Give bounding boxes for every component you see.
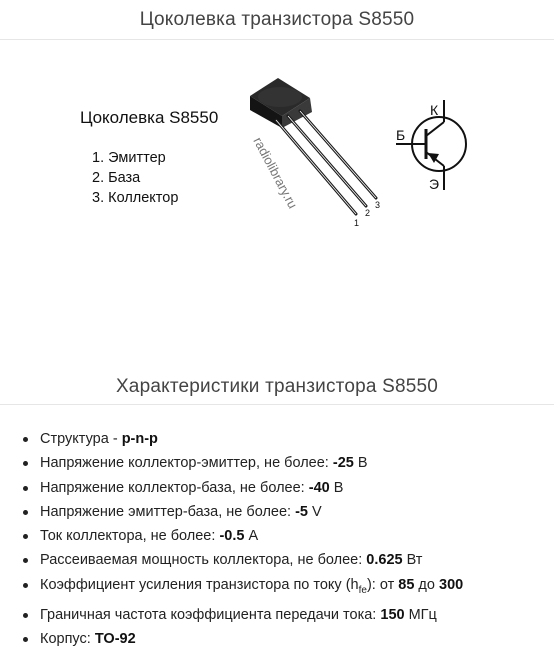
specs-list: [22, 427, 463, 652]
section-divider: [0, 39, 554, 40]
section-divider: [0, 404, 554, 405]
spec-ic: Ток коллектора, не более: -0.5 А: [22, 524, 463, 548]
package-cap: [258, 87, 302, 107]
pin-label-3: 3: [375, 200, 381, 210]
section-title-pinout: Цоколевка транзистора S8550: [139, 9, 415, 30]
pin-label-2: 2: [365, 208, 371, 218]
pinout-item-base: 2. База: [92, 170, 141, 186]
pinout-item-collector: 3. Коллектор: [92, 190, 179, 206]
pinout-item-emitter: 1. Эмиттер: [92, 150, 166, 166]
watermark-text: radiolibrary.ru: [250, 134, 301, 211]
spec-power: Рассеиваемая мощность коллектора, не более: 0.625 Вт: [22, 548, 463, 572]
label-collector: К: [430, 102, 439, 118]
spec-veb: Напряжение эмиттер-база, не более: -5 V: [22, 500, 463, 524]
to92-package-image: [238, 70, 388, 230]
label-base: Б: [396, 127, 406, 143]
pin-label-1: 1: [354, 218, 360, 228]
spec-vce: Напряжение коллектор-эмиттер, не более: -25 В: [22, 451, 463, 475]
pinout-list: [92, 148, 178, 208]
section-title-specs: Характеристики транзистора S8550: [115, 376, 439, 397]
label-emitter: Э: [429, 176, 440, 192]
spec-ft: Граничная частота коэффициента передачи тока: 150 МГц: [22, 603, 463, 627]
spec-structure: Структура - p-n-p: [22, 427, 463, 451]
collector-line: [426, 122, 444, 136]
pnp-transistor-symbol: [386, 96, 476, 206]
spec-vcb: Напряжение коллектор-база, не более: -40 В: [22, 476, 463, 500]
pinout-title: Цоколевка S8550: [80, 108, 219, 127]
spec-hfe: Коэффициент усиления транзистора по току $(h_{fe})$: от 85 до 300: [22, 573, 463, 603]
spec-package: Корпус: TO-92: [22, 627, 463, 651]
